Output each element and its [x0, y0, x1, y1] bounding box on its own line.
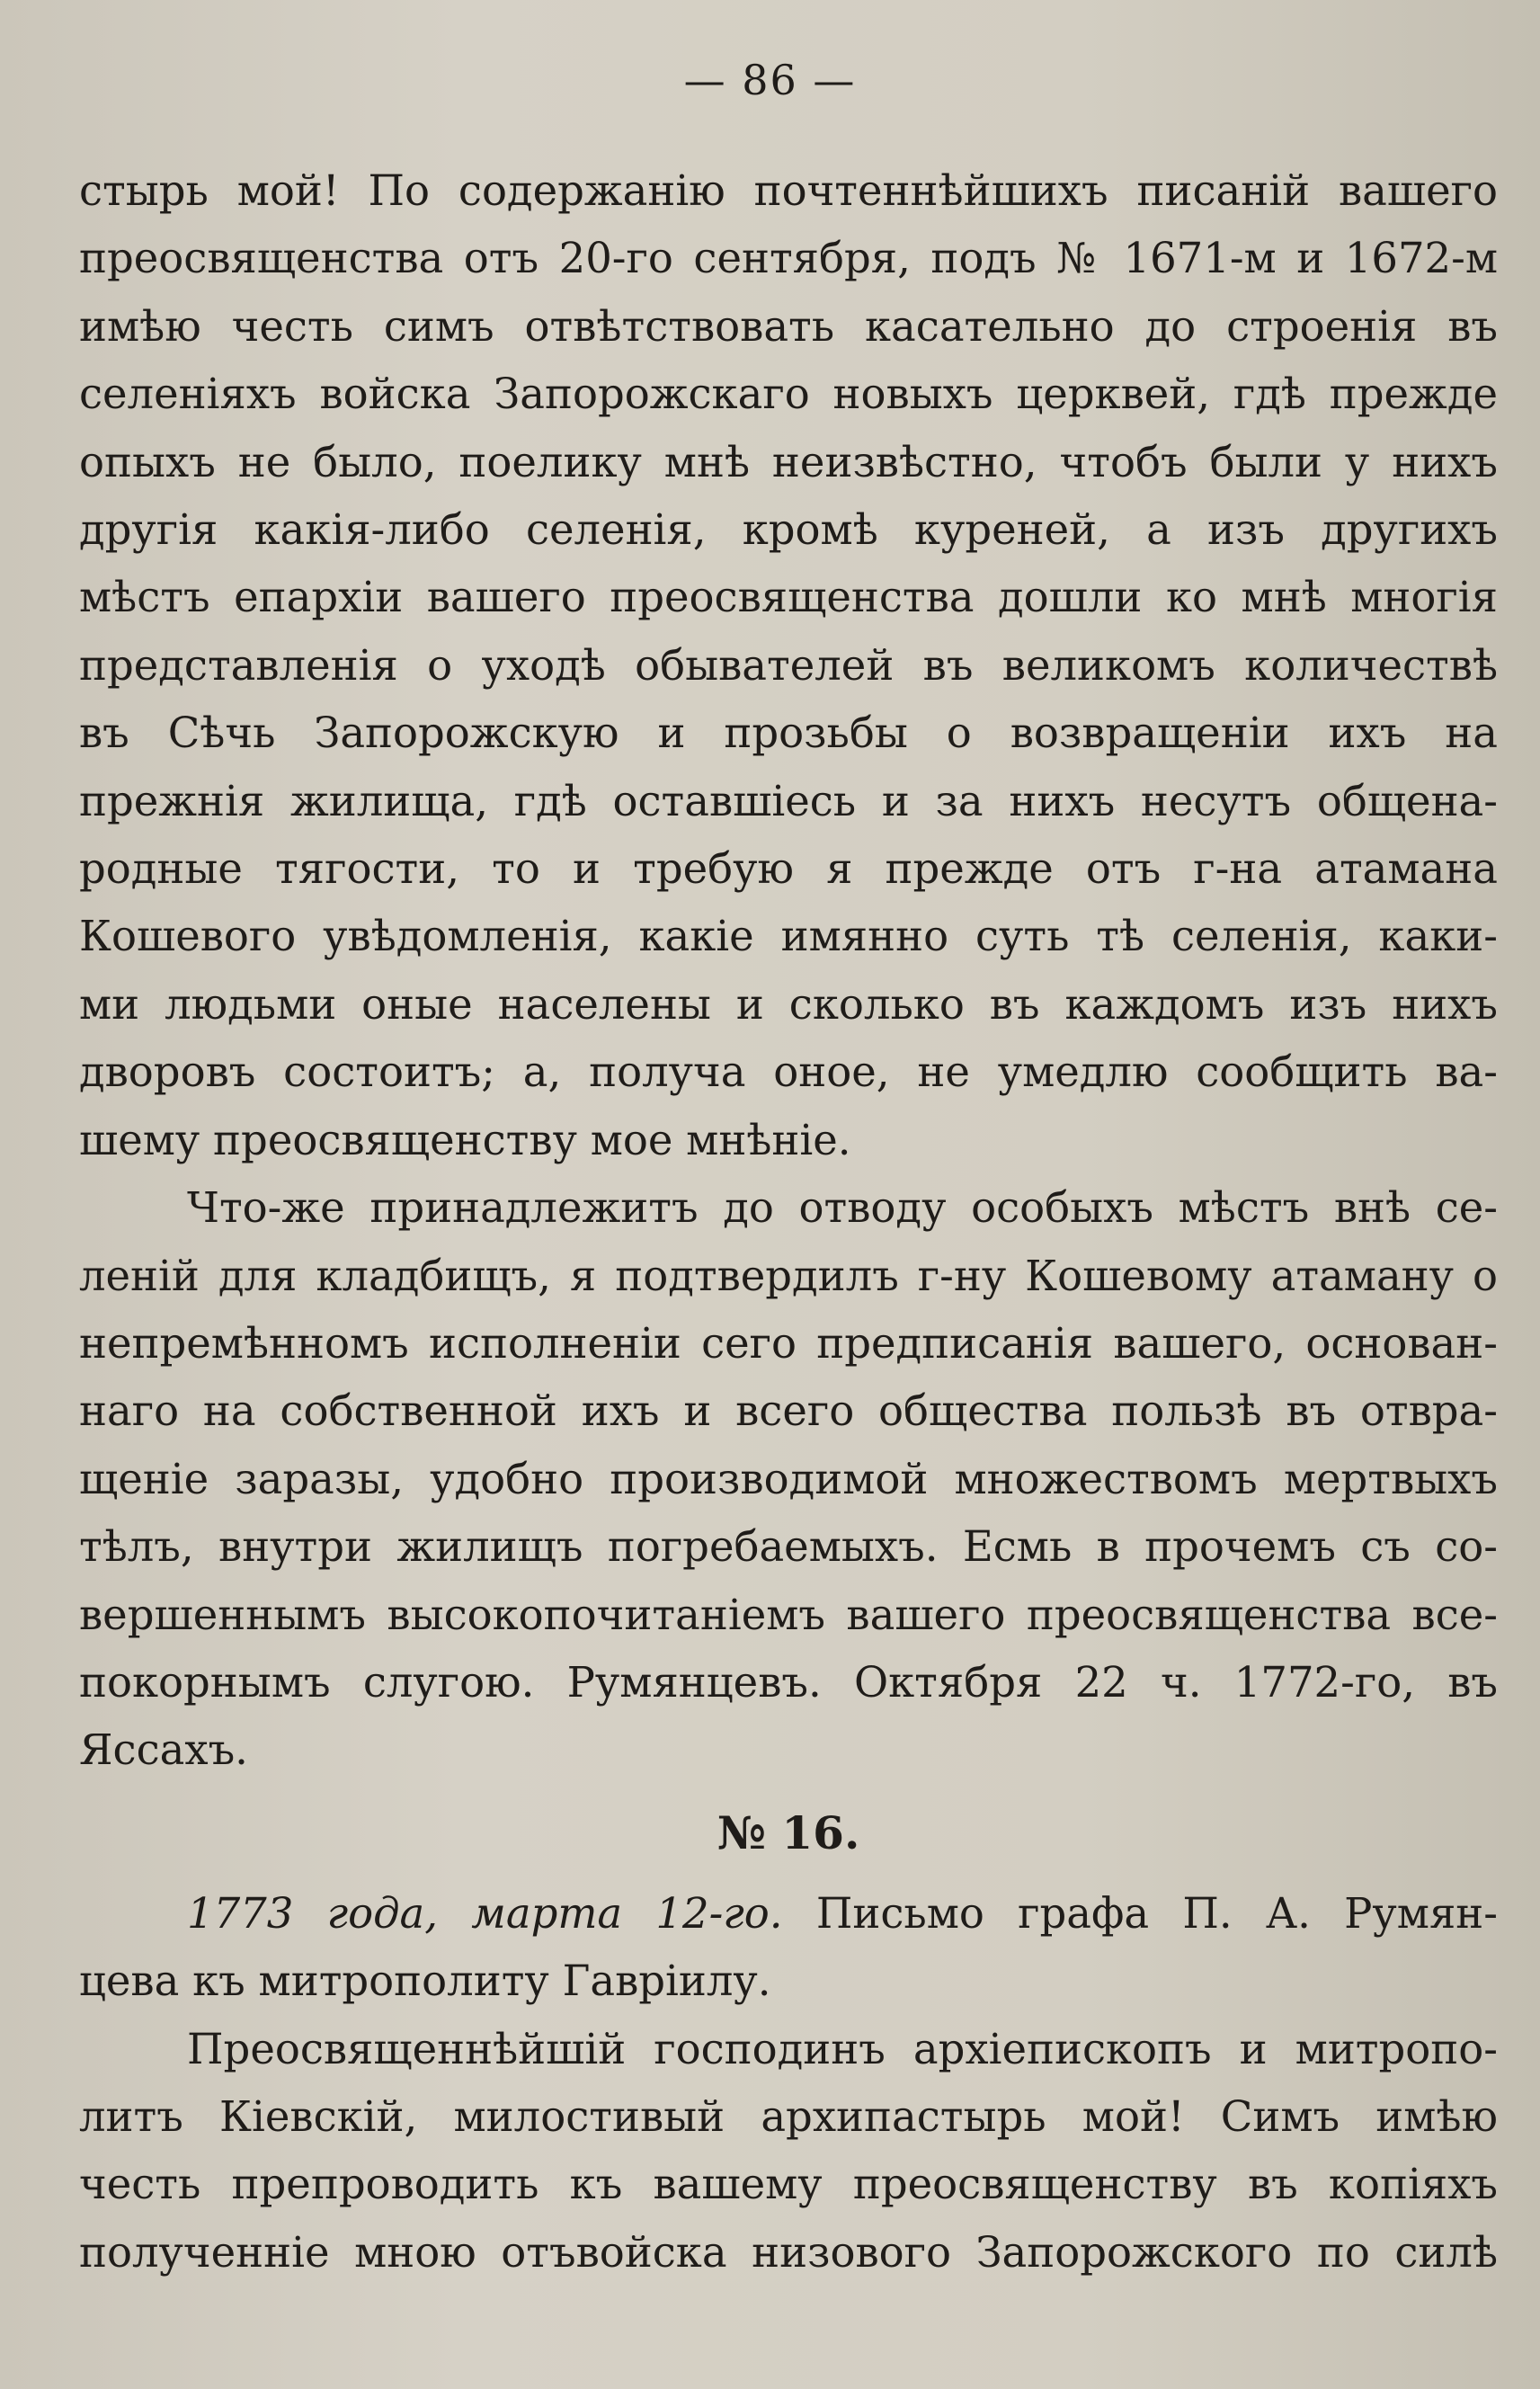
text-line: прежнія жилища, гдѣ оставшіесь и за нихъ несутъ общена-: [79, 776, 1498, 825]
paragraph-2: [79, 1174, 1498, 1785]
intro-date: 1773 года, марта 12-го.: [187, 1888, 783, 1938]
text-line: стырь мой! По содержанію почтеннѣйшихъ писаній вашего: [79, 166, 1498, 215]
intro-title: Письмо графа П. А. Румян-: [815, 1888, 1498, 1938]
text-line: честь препроводить къ вашему преосвященству въ копіяхъ: [79, 2160, 1498, 2209]
text-line: мѣстъ епархіи вашего преосвященства дошли ко мнѣ многія: [79, 573, 1498, 622]
text-line: щеніе заразы, удобно производимой множествомъ мертвыхъ: [79, 1454, 1498, 1503]
paragraph-1: [79, 157, 1498, 1174]
text-line: вершеннымъ высокопочитаніемъ вашего преосвященства все-: [79, 1590, 1498, 1639]
intro-line: [79, 1880, 1498, 1948]
text-line: дворовъ состоитъ; а, получа оное, не умедлю сообщить ва-: [79, 1047, 1498, 1097]
text-line: покорнымъ слугою. Румянцевъ. Октября 22 ч. 1772-го, въ: [79, 1657, 1498, 1707]
text-line: ми людьми оные населены и сколько въ каждомъ изъ нихъ: [79, 979, 1498, 1029]
page-content: [79, 157, 1498, 2286]
text-line: наго на собственной ихъ и всего общества пользѣ въ отвра-: [79, 1386, 1498, 1436]
text-line: Кошевого увѣдомленія, какіе имянно суть тѣ селенія, каки-: [79, 912, 1498, 961]
text-line: непремѣнномъ исполненіи сего предписанія вашего, основан-: [79, 1318, 1498, 1368]
document-intro: [79, 1880, 1498, 2016]
text-line: Преосвященнѣйшій господинъ архіепископъ и митропо-: [187, 2024, 1498, 2073]
text-line: Яссахъ.: [79, 1725, 248, 1775]
document-heading: № 16.: [717, 1805, 860, 1859]
text-line: опыхъ не было, поелику мнѣ неизвѣстно, чтобъ были у нихъ: [79, 437, 1498, 486]
text-line: цева къ митрополиту Гавріилу.: [79, 1957, 771, 2006]
text-line: преосвященства отъ 20-го сентября, подъ № 1671-м и 1672-м: [79, 234, 1498, 283]
text-line: полученніе мною отъвойска низового Запорожского по силѣ: [79, 2227, 1498, 2277]
text-line: селеніяхъ войска Запорожскаго новыхъ церквей, гдѣ прежде: [79, 370, 1498, 419]
text-line: тѣлъ, внутри жилищъ погребаемыхъ. Есмь в прочемъ съ со-: [79, 1522, 1498, 1572]
text-line: въ Сѣчь Запорожскую и прозьбы о возвращеніи ихъ на: [79, 709, 1498, 758]
letter-paragraph: [79, 2016, 1498, 2287]
page-number: — 86 —: [683, 56, 857, 104]
text-line: литъ Кіевскій, милостивый архипастырь мой! Симъ имѣю: [79, 2091, 1498, 2141]
text-line: родные тягости, то и требую я прежде отъ г-на атамана: [79, 844, 1498, 894]
text-line: имѣю честь симъ отвѣтствовать касательно до строенія въ: [79, 301, 1498, 351]
text-line: представленія о уходѣ обывателей въ великомъ количествѣ: [79, 640, 1498, 690]
text-line: шему преосвященству мое мнѣніе.: [79, 1115, 851, 1164]
text-line: другія какія-либо селенія, кромѣ куреней, а изъ другихъ: [79, 505, 1498, 555]
text-line: Что-же принадлежитъ до отводу особыхъ мѣстъ внѣ се-: [187, 1183, 1498, 1233]
text-line: леній для кладбищъ, я подтвердилъ г-ну Кошевому атаману о: [79, 1251, 1498, 1300]
